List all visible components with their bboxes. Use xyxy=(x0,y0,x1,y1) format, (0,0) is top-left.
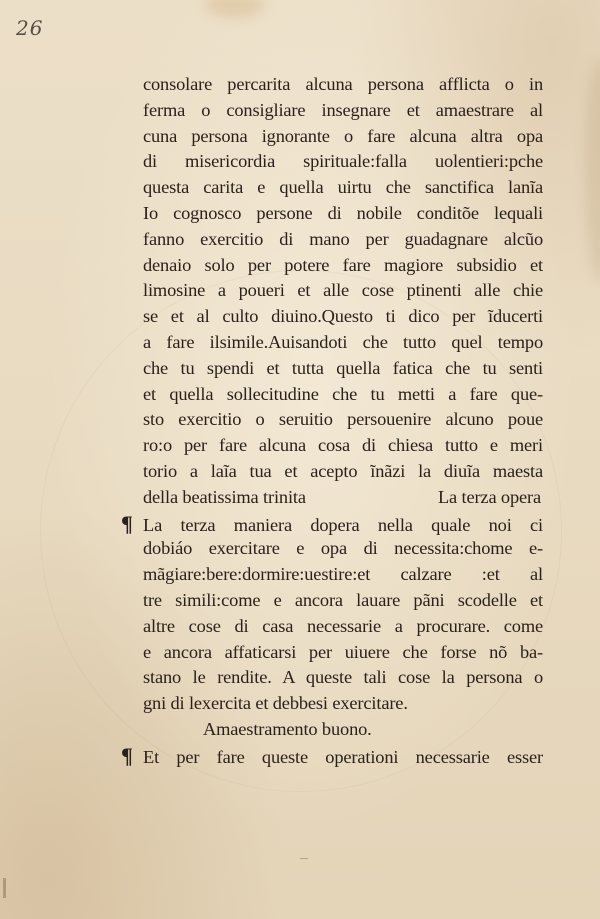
section-heading-line xyxy=(143,485,543,511)
text-line: consolare percarita alcuna persona afflicta o in xyxy=(143,74,543,94)
text-line xyxy=(121,742,543,769)
text-line: Io cognosco persone di nobile conditõe lequali xyxy=(143,202,543,223)
paragraph-start: Et per fare queste operationi necessarie esser xyxy=(143,746,543,767)
text-line: fanno exercitio di mano per guadagnare alcũo xyxy=(143,228,543,249)
text-line: ferma o consigliare insegnare et amaestrare al xyxy=(143,99,543,120)
text-line: a fare ilsimile.Auisandoti che tutto quel tempo xyxy=(143,331,543,352)
text-line: stano le rendite. A queste tali cose la persona o xyxy=(143,667,543,688)
paper-stain xyxy=(585,60,600,280)
subheading: Amaestramento buono. xyxy=(203,718,372,739)
section-heading: La terza opera xyxy=(437,486,541,507)
text-line: tre simili:come e ancora lauare pãni scodelle et xyxy=(143,589,543,610)
text-line: sto exercitio o seruitio persouenire alcuno poue xyxy=(143,409,543,430)
text-line: et quella sollecitudine che tu metti a fare que- xyxy=(143,383,543,404)
text-line: dobiáo exercitare e opa di necessita:chome e- xyxy=(143,538,543,559)
text-line: limosine a poueri et alle cose ptinenti alle chie xyxy=(143,280,543,301)
margin-mark xyxy=(300,858,308,859)
paper-stain xyxy=(205,0,265,18)
paragraph-start: La terza maniera dopera nella quale noi ci xyxy=(143,514,543,535)
margin-mark xyxy=(3,878,6,898)
text-line: che tu spendi et tutta quella fatica che tu senti xyxy=(143,357,543,378)
text-line: altre cose di casa necessarie a procurare. come xyxy=(143,615,543,636)
text-line: ro:o per fare alcuna cosa di chiesa tutto e meri xyxy=(143,435,543,456)
text-line: mãgiare:bere:dormire:uestire:et calzare :et al xyxy=(143,564,543,585)
text-line: gni di lexercita et debbesi exercitare. xyxy=(143,693,408,714)
text-line: di misericordia spirituale:falla uolentieri:pche xyxy=(143,151,543,172)
pilcrow-icon: ¶ xyxy=(121,510,133,536)
text-line: questa carita e quella uirtu che sanctifica lanĩa xyxy=(143,177,543,198)
text-line: torio a laĩa tua et acepto ĩnãzi la diuĩa maesta xyxy=(143,460,543,481)
text-line: cuna persona ignorante o fare alcuna altra opa xyxy=(143,125,543,146)
folio-number: 26 xyxy=(16,16,44,40)
text-block xyxy=(121,72,543,769)
text-line: denaio solo per potere fare magiore subsidio et xyxy=(143,254,543,275)
text-line: e ancora affaticarsi per uiuere che forse nõ ba- xyxy=(143,641,543,662)
text-line xyxy=(121,510,543,537)
heading-left-text: della beatissima trinita xyxy=(143,486,306,507)
pilcrow-icon: ¶ xyxy=(121,742,133,768)
text-line: se et al culto diuino.Questo ti dico per ĩducerti xyxy=(143,306,543,327)
